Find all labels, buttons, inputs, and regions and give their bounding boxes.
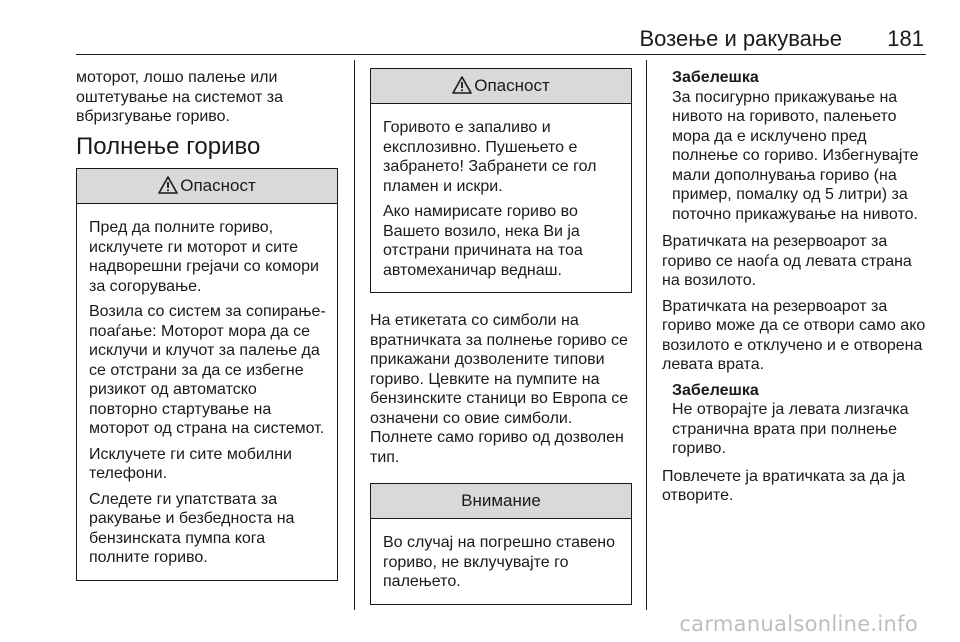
note-fuel-level <box>662 68 930 224</box>
danger-paragraph: Горивото е запаливо и експлозивно. Пушењето е забрането! Забранети се гол пламен и искри. <box>383 119 597 195</box>
note-sliding-door <box>662 381 930 459</box>
danger-paragraph: Следете ги упатствата за ракување и безбедноста на бензинската пумпа кога полните гориво. <box>89 490 295 566</box>
danger-paragraph: Ако намирисате гориво во Вашето возило, нека Ви ја отстрани причината на тоа автомеханичар веднаш. <box>383 203 583 279</box>
danger-paragraph: Исклучете ги сите мобилни телефони. <box>89 445 292 482</box>
note-text: За посигурно прикажување на нивото на горивото, палењето мора да е исклучено пред полнење со гориво. Избегнувајте мали дополнувања гориво (на пример, помалку од 5 литри) за поточно прикажување на нивото. <box>672 88 919 223</box>
danger-box-header <box>371 69 631 104</box>
caution-box-body <box>371 519 631 604</box>
page-header <box>0 22 960 62</box>
header-rule <box>76 54 926 55</box>
fuel-type-paragraph: На етикетата со симболи на вратничката за полнење гориво се прикажани дозволените типови гориво. Цевките на пумпите на бензинските станици во Европа се означени со овие симболи. Полнете само гориво од дозволен тип. <box>370 312 629 466</box>
note-title: Забелешка <box>672 381 759 399</box>
column-divider-right <box>646 60 647 610</box>
danger-box-header <box>77 169 337 204</box>
column-middle <box>370 68 632 619</box>
watermark: carmanualsonline.info <box>679 612 918 636</box>
note-text: Не отворајте ја левата лизгачка странична врата при полнење гориво. <box>672 401 909 457</box>
caution-paragraph: Во случај на погрешно ставено гориво, не вклучувајте го палењето. <box>383 534 615 590</box>
caution-box-header <box>371 484 631 519</box>
column-left <box>76 68 338 595</box>
danger-box-body <box>371 104 631 292</box>
danger-box-title: Опасност <box>180 176 256 195</box>
warning-triangle-icon <box>158 176 178 194</box>
caution-box-title: Внимание <box>461 491 541 510</box>
section-heading: Полнење гориво <box>76 132 261 160</box>
column-right <box>662 68 930 512</box>
column-divider-left <box>354 60 355 610</box>
page-number: 181 <box>887 26 924 51</box>
danger-box-fuel <box>370 68 632 293</box>
caution-box <box>370 483 632 605</box>
danger-box-refuel <box>76 168 338 581</box>
warning-triangle-icon <box>452 76 472 94</box>
section-title: Возење и ракување <box>639 26 842 51</box>
danger-paragraph: Пред да полните гориво, исклучете ги моторот и сите надворешни грејачи со комори за согорување. <box>89 219 319 295</box>
note-title: Забелешка <box>672 69 759 86</box>
fuel-door-open-paragraph: Вратичката на резервоарот за гориво може да се отвори само ако возилото е отклучено и е отворена левата врата. <box>662 297 926 373</box>
intro-paragraph: моторот, лошо палење или оштетување на системот за вбризгување гориво. <box>76 69 284 125</box>
danger-paragraph: Возила со систем за сопирање-поаѓање: Моторот мора да се исклучи и клучот за палење да се отстрани за да се избегне ризикот од автоматско повторно стартување на моторот од страна на системот. <box>89 303 326 437</box>
closing-paragraph: Повлечете ја вратичката за да ја отворите. <box>662 467 906 504</box>
fuel-door-location-paragraph: Вратичката на резервоарот за гориво се наоѓа од левата страна на возилото. <box>662 233 912 289</box>
danger-box-body <box>77 204 337 580</box>
danger-box-title: Опасност <box>474 76 550 95</box>
